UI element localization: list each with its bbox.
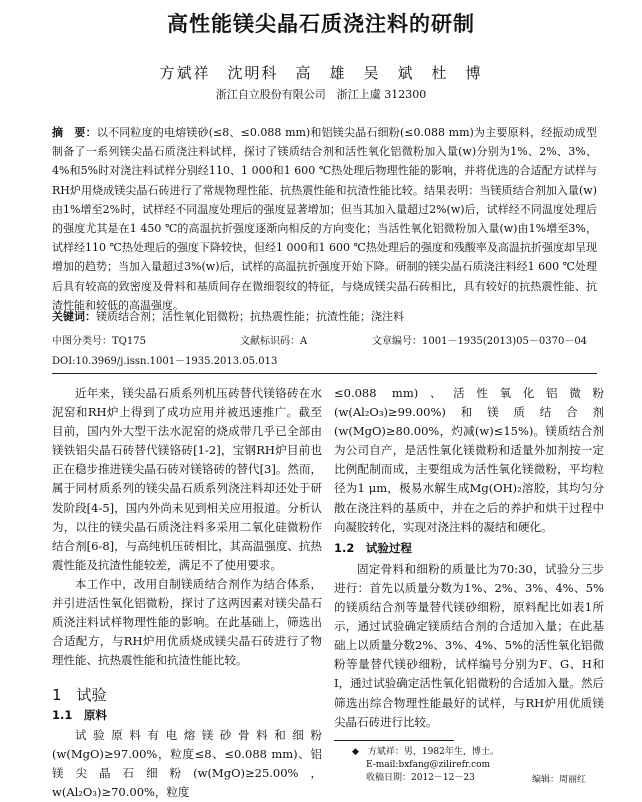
- doi: DOI:10.3969/j.issn.1001－1935.2013.05.013: [52, 356, 278, 367]
- materials-paragraph: [52, 726, 322, 802]
- author-footnote: [352, 746, 499, 785]
- document-code: 文献标识码：A: [240, 336, 308, 347]
- intro-paragraph-2: 本工作中，改用自制镁质结合剂作为结合体系，并引进活性氧化铝微粉，探讨了这两因素对镁尖晶石质浇注料试样物理性能的影响。在此基础上，筛选出合适配方，与RH炉用优质烧成镁尖晶石砖进行了物理性能、抗热震性能和抗渣性能比较。: [52, 576, 322, 668]
- editor-note: 编辑：周丽红: [532, 775, 587, 785]
- affiliation: 浙江自立股份有限公司 浙江上虞 312300: [215, 88, 427, 101]
- header-divider: [52, 373, 597, 374]
- subsection-heading-materials: 1.1 原料: [52, 708, 107, 722]
- subsection-heading-procedure: 1.2 试验过程: [334, 540, 412, 555]
- abstract-label: 摘 要：: [52, 126, 97, 139]
- clc-number: 中图分类号：TQ175: [52, 336, 146, 347]
- article-number: 文章编号：1001－1935(2013)05－0370－04: [372, 336, 588, 347]
- paper-title: 高性能镁尖晶石质浇注料的研制: [167, 12, 475, 36]
- keywords-text: 镁质结合剂；活性氧化铝微粉；抗热震性能；抗渣性能；浇注料: [96, 310, 404, 323]
- received-date: 收稿日期：2012－12－23: [366, 773, 475, 783]
- procedure-paragraph: 固定骨料和细粉的质量比为70:30，试验分三步进行：首先以质量分数为1%、2%、3%、4%、5%的镁质结合剂等量替代镁砂细粉，原料配比如表1所示，通过试验确定镁质结合剂的合适加入量；在此基础上以质量分数2%、3%、4%、5%的活性氧化铝微粉等量替代镁砂细粉，试样编号分别为F、G、H和I，通过试验确定活性氧化铝微粉的合适加入量。然后筛选出综合物理性能最好的试样，与RH炉用优质镁尖晶石砖进行比较。: [334, 561, 604, 729]
- abstract: [52, 123, 597, 315]
- keywords-label: 关键词：: [52, 310, 96, 323]
- author-list: 方斌祥 沈明科 高 雄 吴 斌 杜 博: [159, 64, 483, 82]
- materials-text: 试验原料有电熔镁砂骨料和细粉(w(MgO)≥97.00%，粒度≤8、≤0.088 mm)、铝镁尖晶石细粉(w(MgO)≥25.00%，w(Al₂O₃)≥70.00%，粒度: [52, 728, 322, 800]
- author-bio: ◆ 方斌祥：男，1982年生，博士。: [352, 747, 499, 757]
- section-heading-experiment: 1 试验: [52, 686, 107, 704]
- author-email: E-mail:bxfang@zilirefr.com: [366, 760, 491, 770]
- right-column: [334, 384, 604, 732]
- keywords: [52, 308, 597, 324]
- footnote-divider: [334, 740, 454, 741]
- materials-continued: ≤0.088 mm)、活性氧化铝微粉(w(Al₂O₃)≥99.00%)和镁质结合剂(w(MgO)≥80.00%，灼减(w)≤15%)。镁质结合剂为公司自产，是活性氧化镁微粉和适量外加剂按一定比例配制而成，主要组成为活性氧化镁微粉，平均粒径为1 μm，极易水解生成Mg(OH)₂溶胶，其均匀分散在浇注料的基质中，并在之后的养护和烘干过程中向凝胶转化，实现对浇注料的凝结和硬化。: [334, 386, 604, 534]
- abstract-text: 以不同粒度的电熔镁砂(≤8、≤0.088 mm)和铝镁尖晶石细粉(≤0.088 mm)为主要原料，经振动成型制备了一系列镁尖晶石质浇注料试样，探讨了镁质结合剂和活性氧化铝微粉加入量(w)分别为1%、2%、3%、4%和5%时对浇注料试样分别经110、1 000和1 600 ℃热处理后物理性能的影响，并将优选的合适配方试样与RH炉用烧成镁尖晶石砖进行了常规物理性能、抗热震性能和抗渣性能比较。结果表明：当镁质结合剂加入量(w)由1%增至2%时，试样经不同温度处理后的强度显著增加；但当其加入量超过2%(w)后，试样经不同温度处理后的强度尤其是在1 450 ℃的高温抗折强度逐渐向相反的方向变化；当活性氧化铝微粉加入量(w)由1%增至3%，试样经110 ℃热处理后的强度下降较快，但经1 000和1 600 ℃热处理后的强度和残酸率及高温抗折强度却呈现增加的趋势；当加入量超过3%(w)后，试样的高温抗折强度开始下降。研制的镁尖晶石质浇注料经1 600 ℃处理后具有较高的致密度及骨料和基质间存在微细裂纹的特征，与烧成镁尖晶石砖相比，具有较好的抗热震性能、抗渣性能和较低的高温强度。: [52, 126, 598, 312]
- intro-paragraph-1: 近年来，镁尖晶石质系列机压砖替代镁铬砖在水泥窑和RH炉上得到了成功应用并被迅速推广。截至目前，国内外大型干法水泥窑的烧成带几乎已全部由镁铁铝尖晶石砖替代镁铬砖[1-2]，宝钢RH炉目前也正在稳步推进镁尖晶石砖对镁铬砖的替代[3]。然而，属于同材质系列的镁尖晶石质系列浇注料却还处于研发阶段[4-5]，国内外尚未见到相关应用报道。分析认为，以往的镁尖晶石质浇注料多采用二氧化硅微粉作结合剂[6-8]，与高纯机压砖相比，其高温强度、抗热震性能及抗渣性能较差，满足不了使用要求。: [52, 386, 322, 572]
- left-column: [52, 384, 322, 670]
